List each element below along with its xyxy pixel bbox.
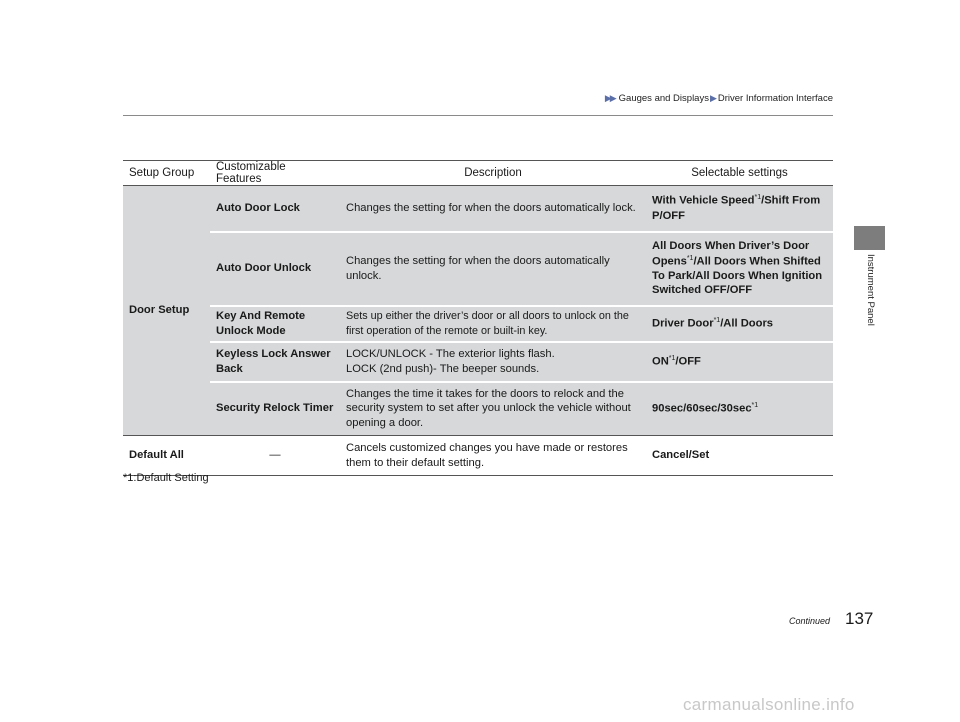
feature-description: Sets up either the driver’s door or all doors to unlock on the first operation of the remote or built-in key. <box>340 306 646 342</box>
table-row <box>123 436 833 476</box>
breadcrumb <box>605 93 833 104</box>
watermark: carmanualsonline.info <box>683 695 855 714</box>
page-number: 137 <box>845 609 874 628</box>
breadcrumb-page[interactable]: Driver Information Interface <box>717 93 833 104</box>
group-door-setup: Door Setup <box>123 186 210 436</box>
table-row <box>123 306 833 342</box>
selectable-setting: All Doors When Driver’s Door Opens$^{*1}$/All Doors When Shifted To Park/All Doors When Ignition Switched OFF/OFF <box>646 232 833 306</box>
double-arrow-icon: ▶▶ <box>604 93 615 103</box>
selectable-setting: With Vehicle Speed$^{*1}$/Shift From P/OFF <box>646 186 833 232</box>
selectable-setting: Driver Door$^{*1}$/All Doors <box>646 306 833 342</box>
feature-description: Changes the setting for when the doors automatically unlock. <box>340 232 646 306</box>
header-customizable-features: Customizable Features <box>210 161 340 186</box>
feature-name: Key And Remote Unlock Mode <box>210 306 340 342</box>
selectable-setting: Cancel/Set <box>646 436 833 476</box>
selectable-setting: ON$^{*1}$/OFF <box>646 342 833 382</box>
feature-name: Auto Door Unlock <box>210 232 340 306</box>
feature-name: Security Relock Timer <box>210 382 340 436</box>
feature-name: Auto Door Lock <box>210 186 340 232</box>
section-side-label: Instrument Panel <box>865 254 876 326</box>
header-selectable-settings: Selectable settings <box>646 161 833 186</box>
group-default-all: Default All <box>123 436 210 476</box>
feature-name: Keyless Lock Answer Back <box>210 342 340 382</box>
footnote: *1:Default Setting <box>123 472 209 484</box>
header-divider <box>123 115 833 116</box>
feature-description: Changes the time it takes for the doors to relock and the security system to set after you unlock the vehicle without opening a door. <box>340 382 646 436</box>
selectable-setting: $90\sec/60\sec/30\sec^{*1}$ <box>646 382 833 436</box>
table-row <box>123 186 833 232</box>
settings-table <box>123 160 833 476</box>
feature-description: Changes the setting for when the doors automatically lock. <box>340 186 646 232</box>
table-row <box>123 382 833 436</box>
table-row <box>123 232 833 306</box>
feature-name: — <box>210 436 340 476</box>
arrow-right-icon: ▶ <box>709 93 717 103</box>
table-header-row <box>123 161 833 186</box>
section-tab-marker <box>854 226 885 250</box>
header-setup-group: Setup Group <box>123 161 210 186</box>
breadcrumb-section[interactable]: Gauges and Displays <box>618 93 709 104</box>
feature-description: LOCK/UNLOCK - The exterior lights flash. LOCK (2nd push)- The beeper sounds. <box>340 342 646 382</box>
table-row <box>123 342 833 382</box>
header-description: Description <box>340 161 646 186</box>
feature-description: Cancels customized changes you have made or restores them to their default setting. <box>340 436 646 476</box>
continued-label: Continued <box>789 616 831 626</box>
